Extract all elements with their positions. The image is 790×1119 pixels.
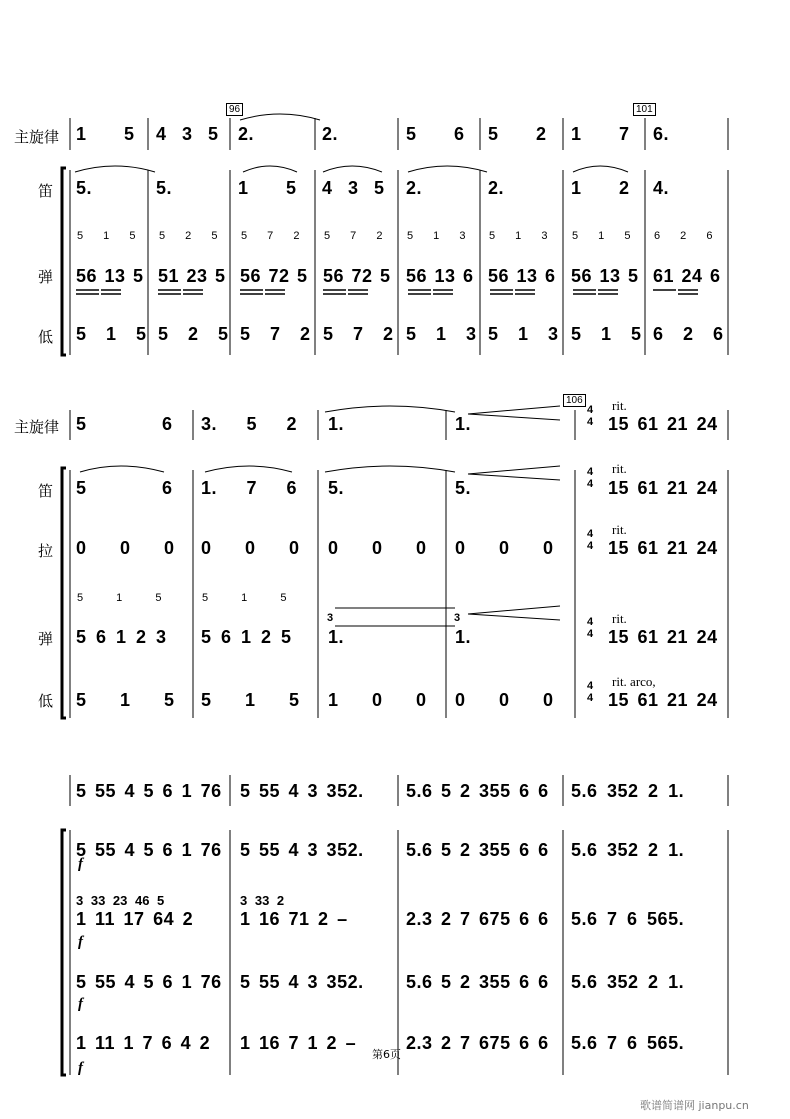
crescendo-hairpin: [468, 406, 560, 420]
measure: 15 61 21 24: [608, 414, 718, 434]
tie: [325, 466, 455, 472]
measure: 5 6: [76, 414, 173, 434]
instrument-label-flute: 笛: [38, 182, 54, 200]
watermark: 歌谱简谱网 jianpu.cn: [640, 1099, 749, 1112]
rit-arco-text: rit. arco,: [612, 674, 656, 689]
slur: [323, 166, 382, 172]
measure: 2.: [406, 178, 423, 198]
tie: [240, 114, 320, 120]
measure: 1.: [455, 627, 472, 647]
measure: 5 55 4 5 6 1 76: [76, 781, 222, 801]
beam-lines: [76, 290, 698, 294]
measure: 5 1 5: [77, 230, 136, 242]
time-signature: 4 4: [586, 466, 594, 490]
measure: 5 2: [488, 124, 547, 144]
measure: 3: [454, 612, 461, 624]
measure: 56 72 5: [323, 266, 391, 286]
rit-text: rit.: [612, 398, 627, 413]
measure: 2.3 2 7 675 6 6: [406, 1033, 549, 1053]
measure: 5.6 352 2 1.: [571, 781, 685, 801]
rit-text: rit.: [612, 522, 627, 537]
measure: 5.: [455, 478, 472, 498]
tie: [205, 466, 292, 472]
measure: 5 55 4 3 352.: [240, 781, 364, 801]
measure: 5.6 7 6 565.: [571, 909, 685, 929]
measure: 1 7: [571, 124, 630, 144]
measure: 5 6: [76, 478, 173, 498]
instrument-label-flute: 笛: [38, 482, 54, 500]
instrument-label-melody: 主旋律: [14, 418, 60, 436]
time-signature: 4 4: [586, 680, 594, 704]
measure: 1 5: [76, 124, 135, 144]
measure: 5 55 4 5 6 1 76: [76, 840, 222, 860]
tie: [325, 406, 455, 412]
measure: 0 0 0: [455, 538, 554, 558]
measure: 5 1 3: [406, 324, 477, 344]
dynamic-forte: f: [78, 1060, 83, 1076]
measure: 1 0 0: [328, 690, 427, 710]
measure: 1 5: [238, 178, 297, 198]
measure: 5 7 2: [323, 324, 394, 344]
measure: 2.: [322, 124, 339, 144]
measure: 3: [327, 612, 334, 624]
measure: 6 2 6: [654, 230, 713, 242]
measure: 5 1 5: [202, 592, 287, 604]
measure: 5 55 4 3 352.: [240, 840, 364, 860]
measure: 3 33 2: [240, 893, 285, 908]
measure: 5 6: [406, 124, 465, 144]
measure: 56 13 6: [488, 266, 556, 286]
time-signature: 4 4: [586, 528, 594, 552]
measure: 5.6 5 2 355 6 6: [406, 781, 549, 801]
measure: 56 13 5: [76, 266, 144, 286]
slur: [573, 166, 628, 172]
measure: 5 1 3: [489, 230, 548, 242]
measure: 0 0 0: [201, 538, 300, 558]
measure: 1 11 17 64 2: [76, 909, 194, 929]
measure: 5 6 1 2 3: [76, 627, 167, 647]
slur: [243, 166, 297, 172]
measure: 56 13 6: [406, 266, 474, 286]
instrument-label-plucked: 弹: [38, 630, 54, 648]
measure: 1.: [328, 414, 345, 434]
measure: 5 7 2: [324, 230, 383, 242]
instrument-label-strings: 拉: [38, 542, 54, 560]
instrument-label-melody: 主旋律: [14, 128, 60, 146]
measure: 0 0 0: [455, 690, 554, 710]
measure: 1 11 1 7 6 4 2: [76, 1033, 211, 1053]
measure: 5 6 1 2 5: [201, 627, 292, 647]
measure: 5 1 5: [77, 592, 162, 604]
measure: 56 13 5: [571, 266, 639, 286]
instrument-label-bass: 低: [38, 692, 54, 710]
measure: 0 0 0: [328, 538, 427, 558]
tie: [80, 466, 164, 472]
measure: 5 7 2: [241, 230, 300, 242]
measure: 5 1 3: [488, 324, 559, 344]
measure: 6 2 6: [653, 324, 724, 344]
measure: 5 2 5: [159, 230, 218, 242]
rehearsal-mark-106: 106: [563, 394, 586, 407]
rehearsal-mark-96: 96: [226, 103, 243, 116]
rit-text: rit.: [612, 461, 627, 476]
measure: 5 55 4 5 6 1 76: [76, 972, 222, 992]
measure: 5.: [328, 478, 345, 498]
time-signature: 4 4: [586, 404, 594, 428]
time-signature: 4 4: [586, 616, 594, 640]
dynamic-forte: f: [78, 856, 83, 872]
measure: 5 1 5: [201, 690, 300, 710]
measure: 4 3 5: [322, 178, 385, 198]
rit-text: rit.: [612, 611, 627, 626]
staff-bracket: [62, 168, 66, 355]
measure: 5 1 5: [571, 324, 642, 344]
measure: 1 16 71 2 –: [240, 909, 348, 929]
tie: [408, 166, 487, 172]
measure: 5 2 5: [158, 324, 229, 344]
page-number: 第6页: [372, 1048, 401, 1061]
measure: 61 24 6: [653, 266, 721, 286]
measure: 2.: [238, 124, 255, 144]
measure: 3 33 23 46 5: [76, 893, 165, 908]
measure: 5 1 5: [76, 324, 147, 344]
staff-bracket: [62, 468, 66, 718]
measure: 5.6 352 2 1.: [571, 840, 685, 860]
measure: 5.: [76, 178, 93, 198]
rehearsal-mark-101: 101: [633, 103, 656, 116]
crescendo-hairpin: [468, 606, 560, 620]
measure: 15 61 21 24: [608, 690, 718, 710]
measure: 51 23 5: [158, 266, 226, 286]
staff-bracket: [62, 830, 66, 1075]
measure: 5.6 5 2 355 6 6: [406, 972, 549, 992]
measure: 5.6 352 2 1.: [571, 972, 685, 992]
measure: 6.: [653, 124, 670, 144]
instrument-label-plucked: 弹: [38, 268, 54, 286]
measure: 15 61 21 24: [608, 478, 718, 498]
measure: 5.6 5 2 355 6 6: [406, 840, 549, 860]
measure: 5.: [156, 178, 173, 198]
measure: 56 72 5: [240, 266, 308, 286]
measure: 15 61 21 24: [608, 627, 718, 647]
dynamic-forte: f: [78, 996, 83, 1012]
crescendo-hairpin: [468, 466, 560, 480]
measure: 2.: [488, 178, 505, 198]
measure: 1.: [328, 627, 345, 647]
measure: 1. 7 6: [201, 478, 298, 498]
measure: 5 1 3: [407, 230, 466, 242]
measure: 5.6 7 6 565.: [571, 1033, 685, 1053]
measure: 5 1 5: [76, 690, 175, 710]
measure: 1 16 7 1 2 –: [240, 1033, 357, 1053]
dynamic-forte: f: [78, 934, 83, 950]
measure: 4 3 5: [156, 124, 219, 144]
instrument-label-bass: 低: [38, 328, 54, 346]
measure: 2.3 2 7 675 6 6: [406, 909, 549, 929]
measure: 5 55 4 3 352.: [240, 972, 364, 992]
measure: 5 7 2: [240, 324, 311, 344]
measure: 1 2: [571, 178, 630, 198]
measure: 1.: [455, 414, 472, 434]
measure: 0 0 0: [76, 538, 175, 558]
tie: [75, 166, 155, 172]
measure: 5 1 5: [572, 230, 631, 242]
measure: 15 61 21 24: [608, 538, 718, 558]
measure: 4.: [653, 178, 670, 198]
measure: 3. 5 2: [201, 414, 298, 434]
